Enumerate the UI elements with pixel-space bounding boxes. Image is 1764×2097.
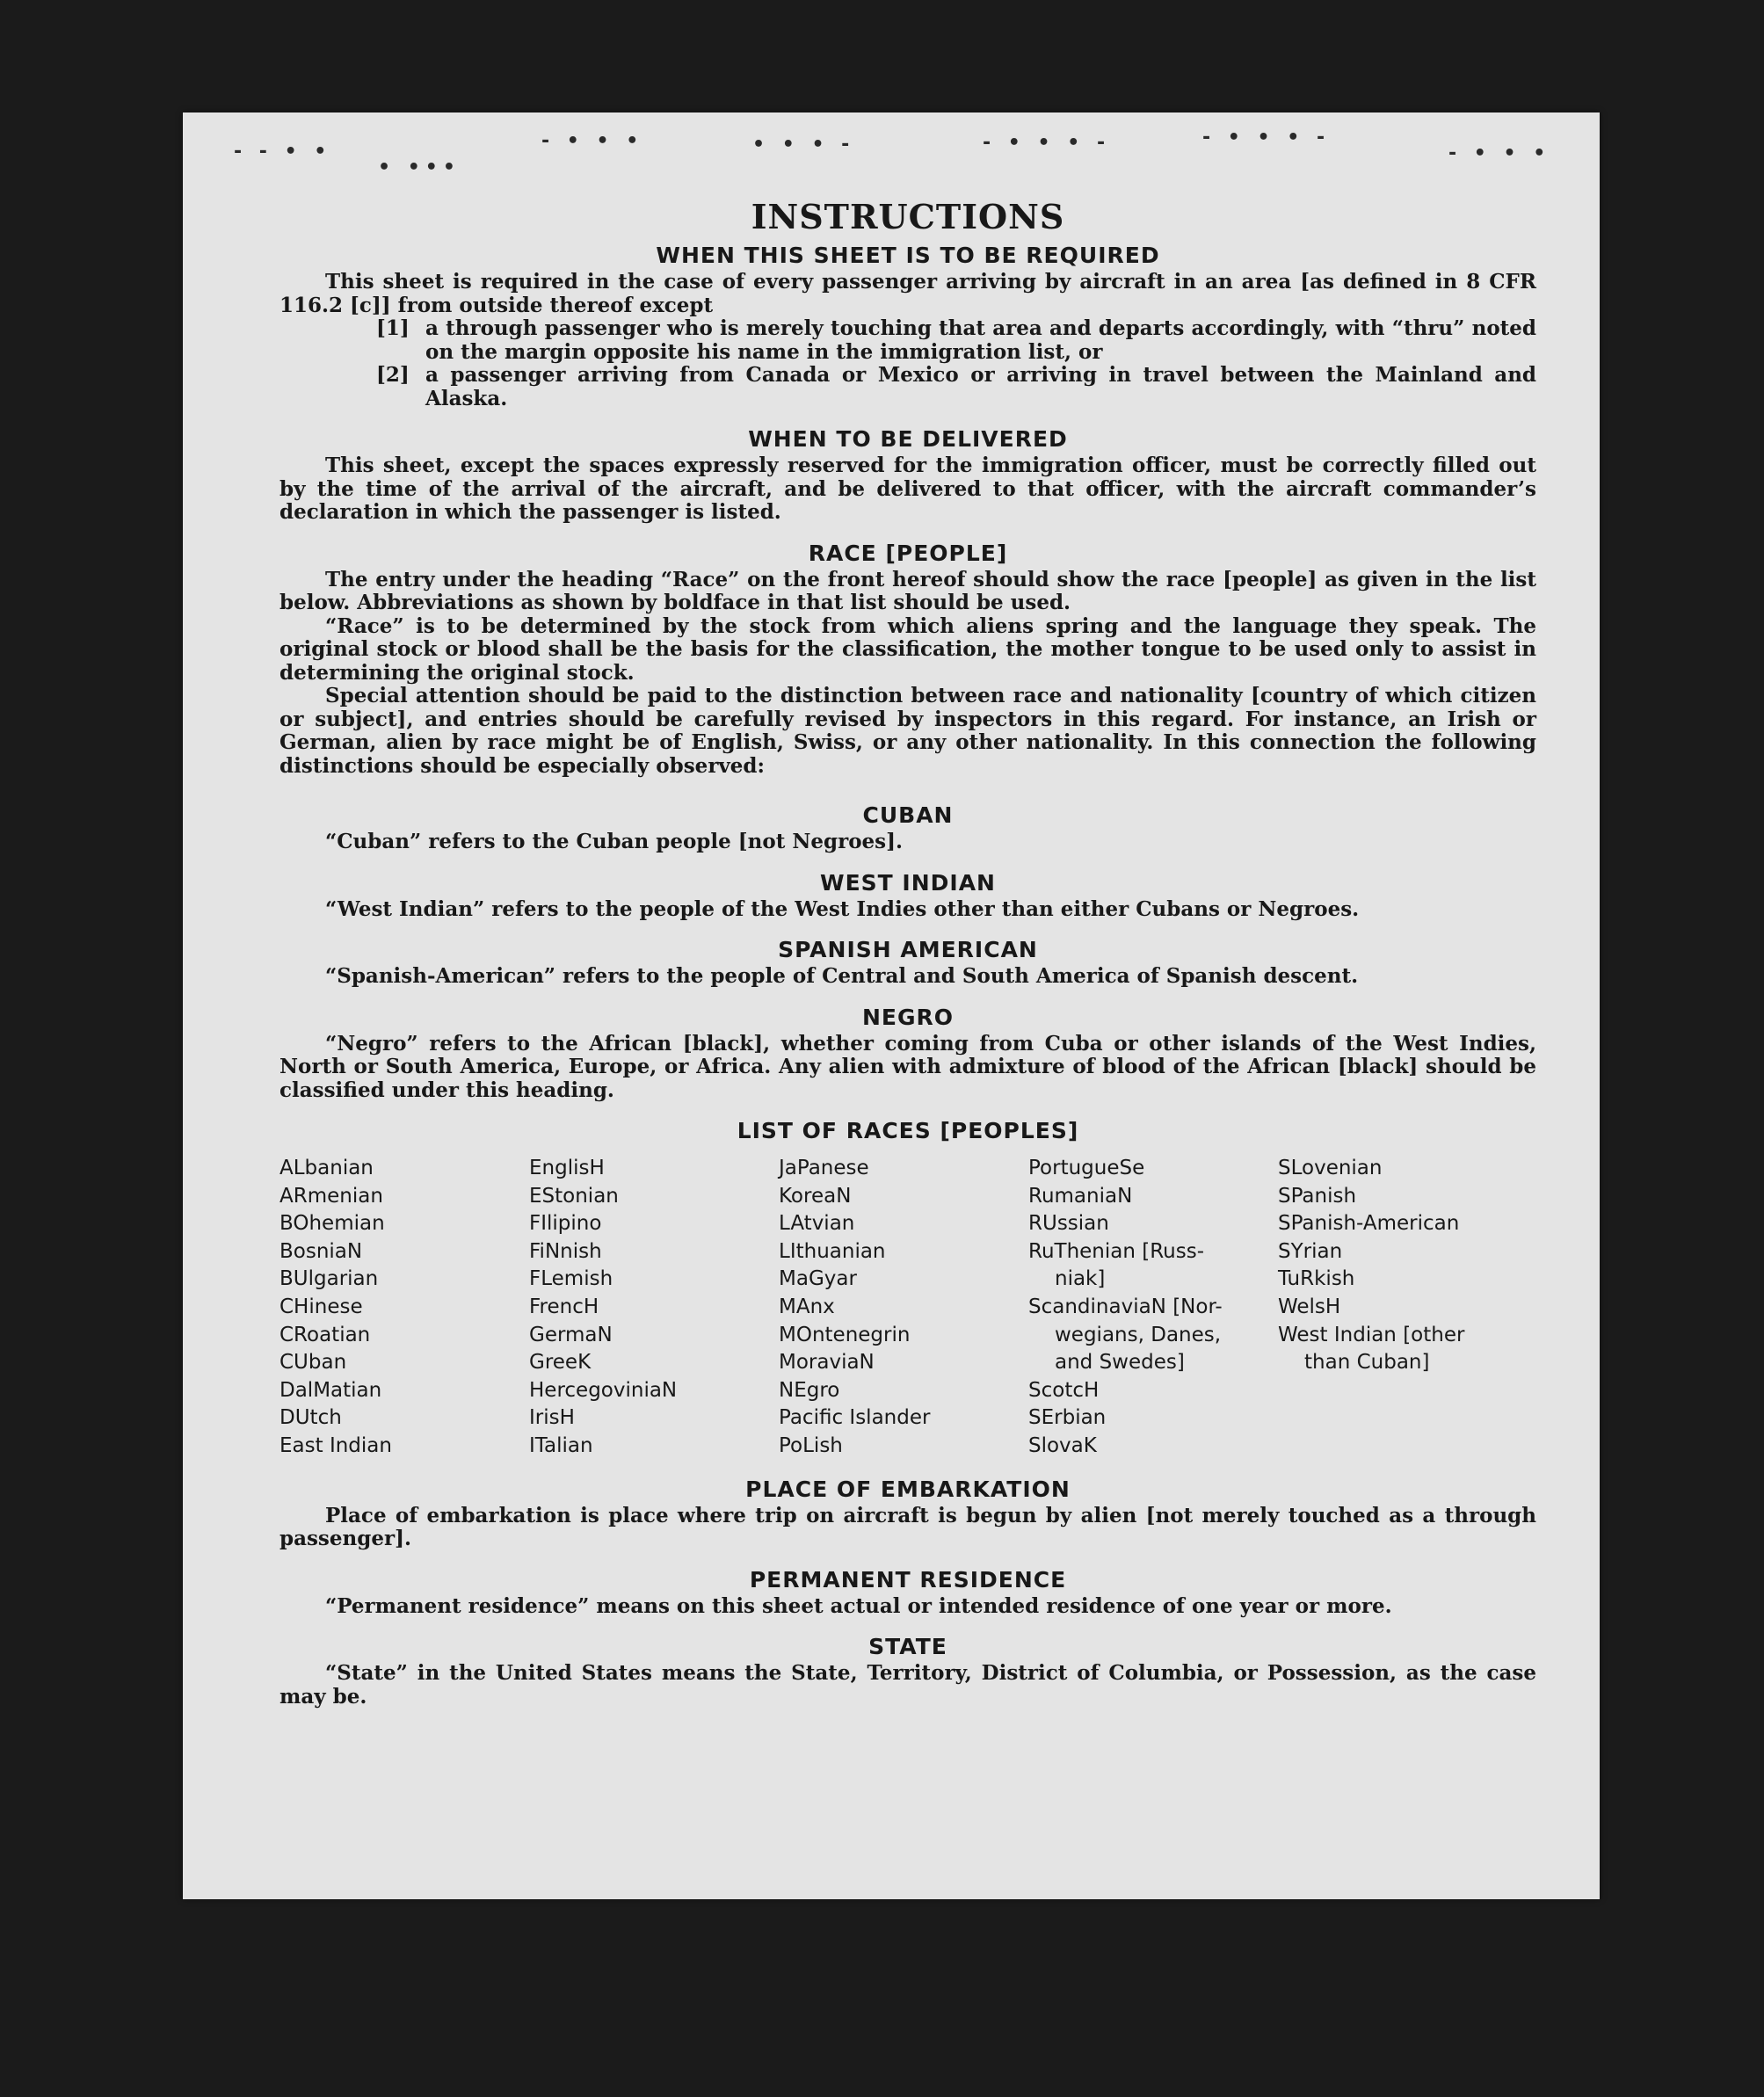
race-entry-continuation: wegians, Danes, [1055,1323,1222,1346]
section-heading-cuban: CUBAN [862,802,954,828]
section-heading-list-of-races: LIST OF RACES [PEOPLES] [737,1118,1079,1143]
section-heading-negro: NEGRO [861,1004,955,1030]
race-entry: LIthuanian [779,1239,886,1263]
required-intro: This sheet is required in the case of every passenger arriving by aircraft in an area [as defined in 8 CFR 116.2 [c]] from outside thereof except [279,270,1536,317]
scan-speck: • ••• [378,156,461,178]
item-text: a through passenger who is merely touching that area and departs accordingly, with “thru” noted on the margin opposite his name in the immigration list, or [425,316,1536,364]
race-entry: ScandinaviaN [Nor- [1028,1295,1223,1318]
race-entry: PortugueSe [1028,1157,1145,1179]
west-indian-text: “West Indian” refers to the people of the West Indies other than either Cubans or Negroes. [325,896,1360,921]
race-entry: ScotcH [1028,1378,1100,1402]
races-column [1028,1155,1278,1461]
race-entry: GreeK [529,1351,592,1375]
races-column [529,1155,779,1461]
race-entry: MoraviaN [779,1351,875,1375]
race-entry: ARmenian [279,1184,383,1208]
page-title: INSTRUCTIONS [751,197,1065,236]
section-heading-residence: PERMANENT RESIDENCE [749,1566,1067,1593]
race-entry: GermaN [529,1323,613,1346]
race-entry: RumaniaN [1028,1184,1133,1208]
race-entry: IrisH [529,1406,575,1430]
section-heading-race: RACE [PEOPLE] [808,540,1008,566]
race-entry: PoLish [779,1433,843,1457]
race-entry: EStonian [529,1184,619,1208]
scan-speck: • • • - [752,134,855,156]
race-entry: CRoatian [279,1323,371,1346]
item-number: [1] [376,316,410,340]
race-entry: RUssian [1028,1212,1109,1236]
race-entry: BosniaN [279,1239,363,1263]
races-list [279,1155,1536,1461]
scan-speck: - • • • - [1202,127,1331,149]
race-entry: TuRkish [1278,1267,1355,1291]
race-entry: MaGyar [779,1267,857,1291]
race-entry: DUtch [279,1406,342,1430]
section-heading-state: STATE [868,1634,947,1660]
race-entry: FiNnish [529,1239,602,1263]
race-entry: DalMatian [279,1378,382,1402]
races-column [279,1155,529,1461]
required-item [376,364,1536,410]
required-item [376,317,1536,364]
race-entry: FrencH [529,1295,599,1318]
race-entry: KoreaN [779,1184,852,1208]
race-entry: HercegoviniaN [529,1378,678,1402]
race-entry: NEgro [779,1378,840,1402]
race-entry: SPanish-American [1278,1212,1460,1236]
state-text: “State” in the United States means the State, Territory, District of Columbia, or Possession, as the case may be. [279,1661,1536,1709]
embarkation-text: Place of embarkation is place where trip on aircraft is begun by alien [not merely touched as a through passenger]. [279,1503,1536,1551]
race-entry: BOhemian [279,1212,385,1236]
race-entry: ITalian [529,1433,593,1457]
race-entry: JaPanese [779,1157,869,1179]
race-entry: WelsH [1278,1295,1341,1318]
item-text: a passenger arriving from Canada or Mexico or arriving in travel between the Mainland and Alaska. [425,363,1536,410]
section-heading-west-indian: WEST INDIAN [820,869,996,896]
race-entry-continuation: niak] [1055,1267,1106,1291]
race-entry: East Indian [279,1433,392,1457]
scan-speck: - • • • - [983,132,1111,154]
race-entry: LAtvian [779,1212,855,1236]
race-entry-continuation: than Cuban] [1304,1351,1430,1375]
races-column [1278,1155,1528,1461]
race-entry: FLemish [529,1267,613,1291]
race-entry: Pacific Islander [779,1406,931,1430]
scan-speck: - • • • [1448,142,1551,164]
spanish-american-text: “Spanish-American” refers to the people of Central and South America of Spanish descent. [325,964,1359,988]
race-entry: CHinese [279,1295,363,1318]
scan-speck: - • • • [541,130,644,152]
race-entry-continuation: and Swedes] [1055,1351,1185,1375]
race-entry: SYrian [1278,1239,1343,1263]
race-entry: CUban [279,1351,347,1375]
cuban-text: “Cuban” refers to the Cuban people [not Negroes]. [325,830,904,853]
race-paragraph: Special attention should be paid to the distinction between race and nationality [country of which citizen or subject], and entries should be carefully revised by inspectors in this regard. For instance, an Irish or German, alien by race might be of English, Swiss, or any other nationality. In this connection the following distinctions should be especially observed: [279,684,1536,778]
race-entry: West Indian [other [1278,1323,1465,1346]
race-entry: EnglisH [529,1157,605,1179]
race-entry: SlovaK [1028,1433,1097,1457]
race-entry: SErbian [1028,1406,1107,1430]
race-entry: RuThenian [Russ- [1028,1239,1205,1263]
race-entry: BUlgarian [279,1267,379,1291]
negro-text: “Negro” refers to the African [black], whether coming from Cuba or other islands of the West Indies, North or South America, Europe, or Africa. Any alien with admixture of blood of the African [black] should be classified under this heading. [279,1031,1536,1102]
race-entry: FIlipino [529,1212,602,1236]
race-entry: MOntenegrin [779,1323,911,1346]
race-paragraph: The entry under the heading “Race” on the front hereof should show the race [people] as given in the list below. Abbreviations as shown by boldface in that list should be used. [279,567,1536,614]
document-page [183,112,1600,1899]
race-entry: MAnx [779,1295,835,1318]
delivered-text: This sheet, except the spaces expressly reserved for the immigration officer, must be correctly filled out by the time of the arrival of the aircraft, and be delivered to that officer, with the aircraft commander’s declaration in which the passenger is listed. [279,454,1536,524]
scan-speck: - - • • [234,141,332,163]
race-entry: ALbanian [279,1157,374,1179]
section-heading-delivered: WHEN TO BE DELIVERED [748,426,1068,452]
residence-text: “Permanent residence” means on this sheet actual or intended residence of one year or more. [325,1593,1392,1618]
race-entry: SLovenian [1278,1157,1383,1179]
race-entry: SPanish [1278,1184,1357,1208]
section-heading-embarkation: PLACE OF EMBARKATION [745,1476,1071,1502]
item-number: [2] [376,363,410,387]
section-heading-required: WHEN THIS SHEET IS TO BE REQUIRED [656,243,1160,268]
instructions-content [279,197,1536,1709]
races-column [779,1155,1028,1461]
section-heading-spanish-american: SPANISH AMERICAN [778,937,1038,962]
race-paragraph: “Race” is to be determined by the stock from which aliens spring and the language they speak. The original stock or blood shall be the basis for the classification, the mother tongue to be used only to assist in determining the original stock. [279,613,1536,685]
